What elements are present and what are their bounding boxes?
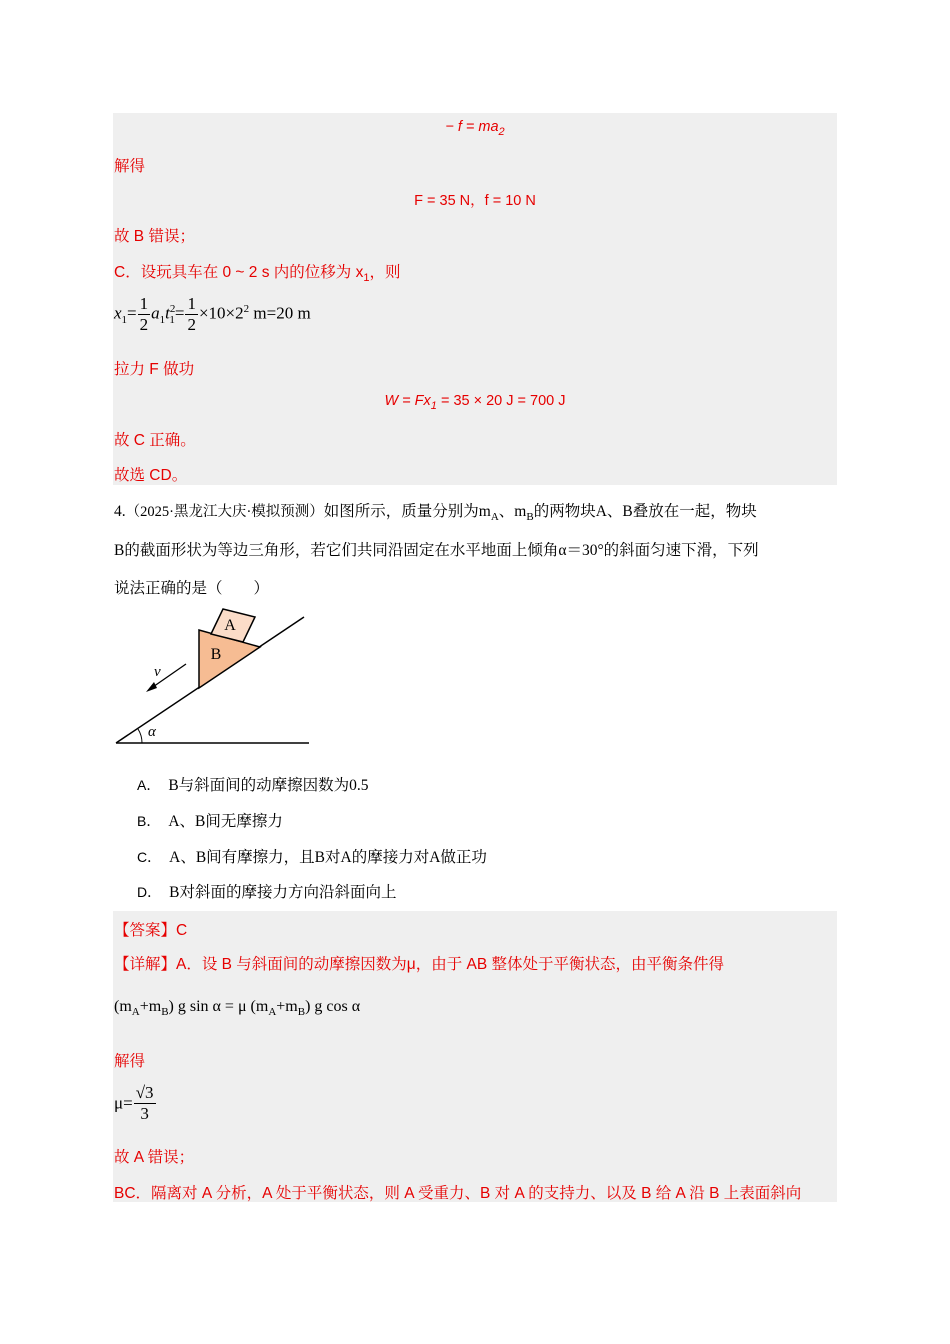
angle-arc [138, 729, 142, 743]
label-b: B [210, 646, 222, 663]
option-a-text: B与斜面间的动摩擦因数为0.5 [168, 777, 369, 794]
displacement-equation: $x_1=$ $\frac{1}{2}$ $a_1t^2_1=$ $\frac{1}{2}$ $\times 10\times 2^2$ m=20 m [114, 294, 311, 334]
option-d[interactable] [137, 880, 396, 902]
answer-tag: 【答案】C [114, 922, 188, 939]
option-d-text: B对斜面的摩接力方向沿斜面向上 [169, 884, 397, 901]
final-choice: 故选 CD。 [114, 467, 188, 484]
mu-denominator: 3 [140, 1104, 149, 1123]
detail-line-a [114, 952, 724, 974]
option-b-key: B． [137, 813, 161, 829]
question-source: （2025·黑龙江大庆·模拟预测） [125, 504, 324, 520]
question-line-1 [114, 499, 757, 523]
option-d-key: D． [137, 884, 162, 900]
bc-analysis-line: BC．隔离对 A 分析，A 处于平衡状态，则 A 受重力、B 对 A 的支持力、以及 B 给 A 沿 B 上表面斜向 [114, 1185, 802, 1202]
eq-result: =20 m [266, 303, 311, 323]
option-c[interactable] [137, 845, 487, 867]
balance-eq-1: (m [114, 998, 132, 1015]
mu-fraction [134, 1083, 156, 1124]
velocity-arrow-head [146, 682, 157, 692]
mu-equation [114, 1083, 157, 1124]
question-line1c: 的两物块A、B叠放在一起，物块 [533, 503, 757, 520]
force-work-label: 拉力 F 做功 [114, 361, 195, 378]
equation-friction [113, 119, 837, 138]
frac-half-1: $\frac{1}{2}$ [139, 294, 149, 334]
work-eq-tail: = 35 × 20 J = 700 J [436, 393, 566, 409]
label-v: v [154, 664, 161, 680]
detail-a-text: A．设 B 与斜面间的动摩擦因数为μ，由于 AB 整体处于平衡状态，由平衡条件得 [176, 956, 725, 973]
mu-eq-label: μ= [114, 1093, 133, 1113]
question-number: 4. [114, 503, 126, 520]
option-c-intro-tail: ，则 [369, 264, 401, 281]
balance-eq-4: +m [276, 998, 298, 1015]
option-c-key: C． [137, 849, 162, 865]
conclusion-a: 故 A 错误； [114, 1149, 195, 1166]
eq-x: x [114, 303, 122, 323]
question-line1-text: 如图所示，质量分别为m [323, 503, 491, 520]
option-a[interactable] [137, 773, 369, 795]
option-c-intro-sub: 1 [363, 272, 370, 285]
option-b[interactable] [137, 809, 283, 831]
detail-tag: 【详解】 [114, 956, 177, 973]
conclusion-c: 故 C 正确。 [114, 432, 196, 449]
option-a-key: A． [137, 777, 161, 793]
option-c-intro [114, 260, 400, 284]
balance-eq-5: ) g cos α [305, 998, 361, 1015]
question-line-3: 说法正确的是（ ） [114, 580, 270, 597]
option-b-text: A、B间无摩擦力 [168, 813, 283, 830]
mu-numerator: √3 [135, 1083, 154, 1102]
frac-half-2: $\frac{1}{2}$ [187, 294, 196, 334]
balance-equation: $(m_A+m_B)$ g sin α = μ $(m_A+m_B)$ g cos α [114, 998, 361, 1019]
solve-label-2: 解得 [114, 1053, 146, 1070]
subscript-b: B [526, 511, 534, 524]
conclusion-b: 故 B 错误； [114, 228, 195, 245]
question-line1b: 、m [498, 503, 527, 520]
incline-figure [112, 604, 312, 749]
balance-eq-3: ) g sin α = μ (m [168, 998, 269, 1015]
work-eq-text: W = Fx [384, 393, 431, 409]
equation-subscript: 2 [498, 125, 505, 138]
subscript-a: A [490, 511, 499, 524]
label-alpha: α [148, 724, 156, 740]
work-equation: $W = Fx_1 = 35 \times 20$ J = 700 J [384, 393, 566, 412]
result-force: F = 35 N，f = 10 N [414, 193, 536, 209]
option-c-text: A、B间有摩擦力，且B对A的摩接力对A做正功 [169, 849, 487, 866]
equation-text: − f = ma [445, 119, 499, 135]
label-a: A [224, 617, 236, 634]
solve-label-1: 解得 [114, 158, 146, 175]
balance-eq-2: +m [139, 998, 162, 1015]
question-line-2: B的截面形状为等边三角形，若它们共同沿固定在水平地面上倾角α＝30°的斜面匀速下滑，下列 [114, 542, 759, 559]
option-c-intro-text: C．设玩具车在 0 ~ 2 s 内的位移为 x [114, 264, 364, 281]
